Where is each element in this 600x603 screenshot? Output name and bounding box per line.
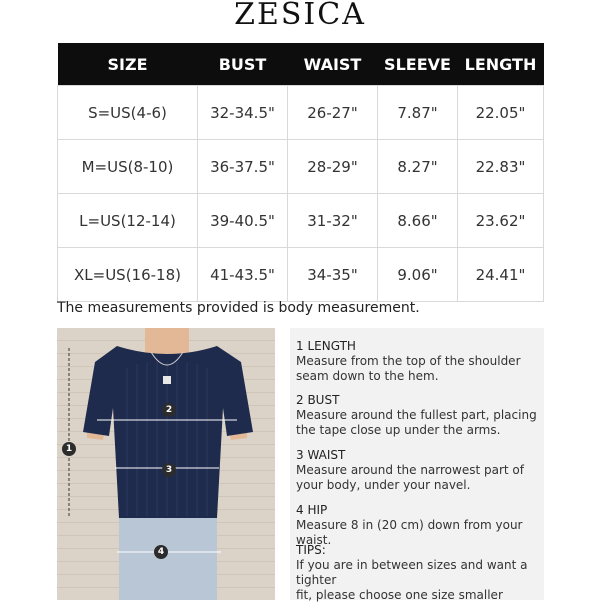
table-row bbox=[58, 248, 544, 302]
marker-1-icon: 1 bbox=[62, 442, 76, 456]
cell-waist: 28-29" bbox=[288, 140, 378, 194]
cell-bust: 32-34.5" bbox=[198, 86, 288, 140]
cell-waist: 26-27" bbox=[288, 86, 378, 140]
cell-size: S=US(4-6) bbox=[58, 86, 198, 140]
cell-sleeve: 8.27" bbox=[378, 140, 458, 194]
cell-length: 22.83" bbox=[458, 140, 544, 194]
jeans-shape bbox=[119, 518, 217, 600]
cell-size: M=US(8-10) bbox=[58, 140, 198, 194]
guide-length bbox=[296, 339, 521, 384]
necklace-pendant bbox=[163, 376, 171, 384]
cell-length: 22.05" bbox=[458, 86, 544, 140]
cell-sleeve: 8.66" bbox=[378, 194, 458, 248]
cell-waist: 34-35" bbox=[288, 248, 378, 302]
measurement-guide-panel bbox=[290, 328, 544, 600]
guide-text: Measure 8 in (20 cm) down from your waist. bbox=[296, 518, 523, 547]
guide-text: Measure around the fullest part, placing bbox=[296, 408, 537, 422]
guide-text: Measure around the narrowest part of bbox=[296, 463, 524, 477]
cell-bust: 36-37.5" bbox=[198, 140, 288, 194]
guide-waist bbox=[296, 448, 524, 493]
cell-sleeve: 9.06" bbox=[378, 248, 458, 302]
guide-bust bbox=[296, 393, 537, 438]
marker-3-icon: 3 bbox=[162, 463, 176, 477]
guide-heading: TIPS: bbox=[296, 543, 326, 557]
table-row bbox=[58, 194, 544, 248]
table-header-row bbox=[58, 43, 544, 86]
guide-heading: 1 LENGTH bbox=[296, 339, 356, 353]
model-photo bbox=[57, 328, 275, 600]
neck-shape bbox=[145, 328, 189, 354]
guide-tips bbox=[296, 543, 544, 603]
guide-text: the tape close up under the arms. bbox=[296, 423, 501, 437]
guide-heading: 4 HIP bbox=[296, 503, 328, 517]
knit-top-shape bbox=[83, 346, 253, 518]
brand-logo: ZESICA bbox=[234, 0, 366, 32]
guide-text: If you are in between sizes and want a tighter bbox=[296, 558, 528, 587]
table-row bbox=[58, 86, 544, 140]
cell-bust: 39-40.5" bbox=[198, 194, 288, 248]
guide-text: seam down to the hem. bbox=[296, 369, 439, 383]
measurement-note: The measurements provided is body measurement. bbox=[57, 300, 420, 316]
guide-heading: 2 BUST bbox=[296, 393, 340, 407]
header-waist: WAIST bbox=[288, 43, 378, 86]
cell-bust: 41-43.5" bbox=[198, 248, 288, 302]
guide-text: Measure from the top of the shoulder bbox=[296, 354, 521, 368]
cell-sleeve: 7.87" bbox=[378, 86, 458, 140]
header-length: LENGTH bbox=[458, 43, 544, 86]
cell-size: L=US(12-14) bbox=[58, 194, 198, 248]
cell-length: 24.41" bbox=[458, 248, 544, 302]
header-bust: BUST bbox=[198, 43, 288, 86]
header-sleeve: SLEEVE bbox=[378, 43, 458, 86]
header-size: SIZE bbox=[58, 43, 198, 86]
marker-4-icon: 4 bbox=[154, 545, 168, 559]
guide-text: fit, please choose one size smaller bbox=[296, 588, 503, 602]
guide-heading: 3 WAIST bbox=[296, 448, 346, 462]
guide-text: your body, under your navel. bbox=[296, 478, 471, 492]
guide-hip bbox=[296, 503, 544, 548]
marker-2-icon: 2 bbox=[162, 403, 176, 417]
cell-length: 23.62" bbox=[458, 194, 544, 248]
size-chart-table bbox=[57, 43, 544, 302]
cell-waist: 31-32" bbox=[288, 194, 378, 248]
table-row bbox=[58, 140, 544, 194]
cell-size: XL=US(16-18) bbox=[58, 248, 198, 302]
